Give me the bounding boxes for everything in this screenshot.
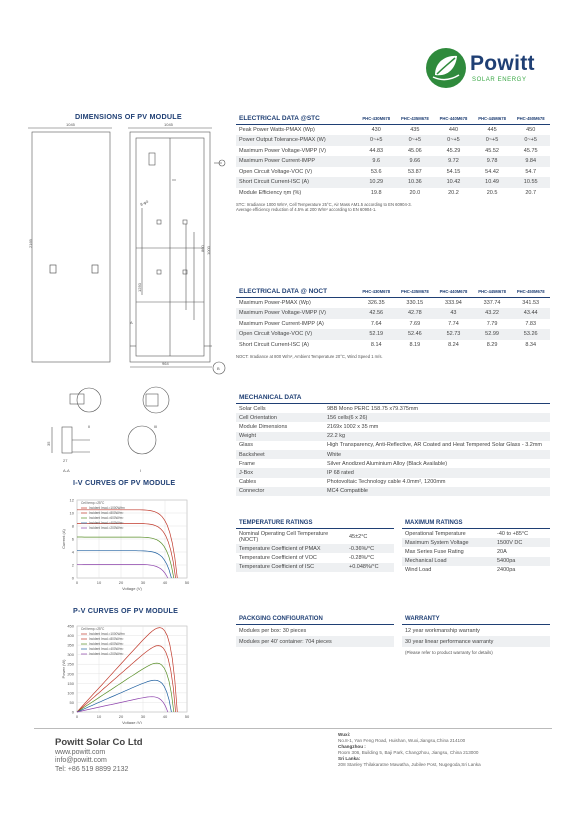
temp-row (236, 553, 394, 562)
mech-row (236, 404, 550, 413)
mech-label: Cables (239, 479, 257, 486)
stc-cell: 45.06 (407, 147, 422, 154)
email-link[interactable]: info@powitt.com (55, 757, 107, 765)
y-tick-label: 2 (71, 562, 74, 568)
stc-cell: 10.29 (357, 177, 396, 188)
mech-label: Solar Cells (239, 405, 266, 412)
stc-row (236, 167, 550, 178)
stc-model: PHC-450M678 (516, 116, 545, 121)
noct-cell: 42.78 (396, 308, 435, 319)
x-tick-label: 20 (118, 714, 124, 719)
stc-cell: 445 (487, 127, 497, 133)
warranty-item: 30 year linear performance warranty (402, 636, 550, 647)
mech-value: 22.2 kg (324, 432, 550, 441)
maxr-row (402, 538, 550, 547)
noct-row (236, 340, 550, 351)
noct-row-label: Maximum Power Current-IMPP (A) (239, 320, 324, 327)
stc-cell: 10.49 (473, 177, 512, 188)
noct-cell: 8.19 (409, 341, 421, 348)
y-tick-label: 10 (69, 510, 74, 516)
warranty-note: (Please refer to product warranty for details) (405, 650, 493, 655)
maxr-label: Wind Load (405, 567, 432, 574)
legend-label: Incident Irrad.=600W/m² (89, 642, 124, 646)
maxr-value: 2400pa (497, 567, 516, 574)
noct-cell: 43.22 (473, 308, 512, 319)
mech-value: IP 68 rated (324, 468, 550, 477)
noct-section (236, 286, 550, 359)
mech-row (236, 432, 550, 441)
mech-row (236, 450, 550, 459)
pv-chart (55, 620, 225, 724)
maxr-label: Operational Temperature (405, 530, 466, 537)
temp-row (236, 544, 394, 553)
mech-value: 9BB Mono PERC 158.75 x79.375mm (327, 405, 419, 412)
stc-row-label: Module Efficiency ηm (%) (239, 189, 302, 196)
temp-value: +0.048%/°C (346, 563, 394, 572)
maxr-row (402, 547, 550, 556)
mech-label: Backsheet (236, 450, 324, 459)
section-a-a-label: A-A (63, 468, 70, 473)
mech-value: Silver Anodized Aluminium Alloy (Black Available) (327, 460, 448, 467)
temp-title: TEMPERATURE RATINGS (236, 518, 394, 529)
dim-860: 860 (200, 245, 205, 252)
mech-title: MECHANICAL DATA (236, 392, 550, 404)
stc-cell: 45.75 (523, 147, 538, 154)
maxr-value: 20A (497, 548, 507, 555)
stc-cell: 0~+5 (396, 135, 435, 146)
legend-label: Incident Irrad.=600W/m² (89, 516, 124, 520)
packing-title: PACKGING CONFIGURATION (236, 614, 394, 625)
stc-row (236, 188, 550, 199)
stc-cell: 54.15 (446, 168, 461, 175)
x-tick-label: 50 (184, 580, 190, 585)
warranty-title: WARRANTY (402, 614, 550, 625)
mech-value: High Transparency, Anti-Reflective, AR Coated and Heat Tempered Solar Glass - 3.2mm (327, 442, 543, 449)
temp-row (236, 563, 394, 572)
y-tick-label: 0 (71, 709, 74, 715)
stc-cell: 9.72 (434, 156, 473, 167)
noct-model: PHC-430M678 (362, 289, 391, 294)
legend-label: Incident Irrad.=400W/m² (89, 521, 124, 525)
dim-1250: 1250 (137, 283, 142, 292)
stc-cell: 435 (410, 127, 420, 133)
brand-tagline: SOLAR ENERGY (472, 77, 527, 83)
noct-title: ELECTRICAL DATA @ NOCT (239, 288, 328, 295)
stc-cell: 45.52 (485, 147, 499, 154)
stc-cell: 10.55 (511, 177, 550, 188)
noct-cell: 8.14 (370, 341, 382, 348)
mech-value: 156 cells(6 x 26) (324, 413, 550, 422)
noct-row-label: Open Circuit Voltage-VOC (V) (236, 329, 357, 340)
stc-row-label: Power Output Tolerance-PMAX (W) (236, 135, 357, 146)
footer-contact (55, 737, 143, 774)
section-i-label: I (140, 468, 142, 473)
mech-label: Cell Orientation (236, 413, 324, 422)
stc-cell: 450 (526, 127, 536, 133)
stc-row-label: Maximum Power Current-IMPP (236, 156, 357, 167)
noct-row-label: Maximum Power-PMAX (Wp) (239, 300, 311, 306)
stc-cell: 53.6 (370, 168, 382, 175)
mech-row (236, 459, 550, 468)
x-tick-label: 30 (140, 714, 146, 719)
stc-cell: 19.8 (370, 189, 382, 196)
noct-cell: 341.53 (522, 300, 540, 306)
wuxi-address: No.8-1, Yan Feng Road, Huishan, Wuxi,Jiangsu,China 214100 (338, 738, 466, 743)
mech-row (236, 441, 550, 450)
stc-cell: 20.5 (486, 189, 498, 196)
iv-curves-title: I-V CURVES OF PV MODULE (73, 478, 176, 487)
noct-model: PHC-450M678 (516, 289, 545, 294)
noct-model: PHC-440M678 (439, 289, 468, 294)
stc-model: PHC-445M678 (478, 116, 506, 121)
noct-row (236, 319, 550, 330)
y-axis-label: Current (A) (61, 529, 66, 549)
noct-cell: 337.74 (483, 300, 501, 306)
legend-label: Incident Irrad.=1000W/m² (89, 506, 126, 510)
footer-addresses (338, 732, 481, 768)
mech-table (236, 404, 550, 496)
noct-cell: 8.29 (486, 341, 498, 348)
noct-cell: 52.46 (396, 329, 435, 340)
stc-note-2: Average efficiency reduction of 4.5% at 200 W/m² according to EN 60904-1. (236, 207, 377, 213)
website-link[interactable]: www.powitt.com (55, 749, 106, 756)
stc-section (236, 113, 550, 212)
stc-cell: 9.6 (357, 156, 396, 167)
dim-1000: 1000 (206, 246, 211, 255)
legend-label: Incident Irrad.=800W/m² (89, 511, 124, 515)
y-tick-label: 150 (67, 680, 74, 686)
iv-chart (55, 492, 225, 592)
warranty-section (402, 614, 550, 658)
stc-cell: 9.66 (396, 156, 435, 167)
y-tick-label: 12 (69, 497, 74, 503)
temp-section (236, 518, 394, 572)
legend-label: Incident Irrad.=800W/m² (89, 637, 124, 641)
y-tick-label: 250 (67, 661, 74, 667)
wuxi-heading: Wuxi: (338, 732, 351, 737)
phone-number: Tel: +86 519 8899 2132 (55, 765, 129, 773)
stc-row (236, 156, 550, 167)
section-iii-label: III (154, 424, 158, 429)
maxr-row (402, 529, 550, 538)
changzhou-address: Room 306, Building 5, Baji Park, Changzhou, Jiangsu, China 213000 (338, 750, 479, 755)
y-tick-label: 350 (67, 642, 74, 648)
legend-label: Incident Irrad.=200W/m² (89, 526, 124, 530)
stc-cell: 10.36 (396, 177, 435, 188)
x-tick-label: 10 (96, 580, 102, 585)
legend-label: Incident Irrad.=200W/m² (89, 652, 124, 656)
stc-cell: 0~+5 (434, 135, 473, 146)
stc-cell: 9.84 (511, 156, 550, 167)
module-drawing (26, 120, 226, 500)
dim-8-phi-4: 8-φ4 (139, 198, 150, 207)
pv-curves-title: P-V CURVES OF PV MODULE (73, 606, 179, 615)
y-tick-label: 4 (71, 549, 74, 555)
mech-row (236, 422, 550, 431)
noct-row (236, 298, 550, 309)
pack-item: Modules per 40' container: 704 pieces (236, 636, 394, 647)
maxr-value: -40 to +85°C (497, 530, 529, 537)
stc-cell: 44.83 (369, 147, 384, 154)
mech-value: White (324, 450, 550, 459)
mech-row (236, 487, 550, 496)
noct-cell: 43 (434, 308, 473, 319)
x-tick-label: 20 (118, 580, 124, 585)
maxr-value: 1500V DC (494, 538, 550, 547)
brand-name: Powitt (470, 52, 535, 75)
stc-cell: 53.87 (407, 168, 422, 175)
y-axis-label: Power (W) (61, 659, 66, 679)
stc-cell: 20.7 (525, 189, 537, 196)
section-ii-label: II (88, 424, 91, 429)
noct-note: NOCT: Irradiance at 800 W/m², Ambient Temperature 20°C, Wind Speed 1 m/s. (236, 354, 383, 359)
stc-row-label: Open Circuit Voltage-VOC (V) (239, 168, 313, 175)
stc-model: PHC-435M678 (400, 116, 429, 121)
temp-value: -0.36%/°C (346, 544, 394, 553)
curve-line (77, 537, 174, 578)
b-mark-label: B (217, 366, 220, 371)
stc-cell: 0~+5 (511, 135, 550, 146)
dimensions-title: DIMENSIONS OF PV MODULE (75, 112, 182, 121)
x-tick-label: 0 (75, 714, 79, 719)
dim-width-top-2: 1045 (164, 122, 173, 127)
stc-header-row (236, 113, 550, 125)
noct-row (236, 329, 550, 340)
noct-table (236, 286, 550, 350)
stc-cell: 20.2 (448, 189, 459, 196)
noct-model: PHC-435M678 (400, 289, 429, 294)
srilanka-heading: Sri Lanka: (338, 756, 361, 761)
stc-cell: 54.42 (485, 168, 499, 175)
changzhou-heading: Changzhou : (338, 744, 366, 749)
y-tick-label: 400 (67, 633, 74, 639)
noct-cell: 7.74 (448, 320, 459, 327)
noct-cell: 330.15 (406, 300, 424, 306)
dim-width-top: 1045 (66, 122, 75, 127)
mech-label: Module Dimensions (239, 423, 288, 430)
x-tick-label: 30 (140, 580, 146, 585)
noct-cell: 333.94 (445, 300, 462, 306)
dim-height: 2169 (28, 239, 33, 248)
stc-row-label: Short Circuit Current-ISC (A) (236, 177, 357, 188)
noct-cell: 52.73 (434, 329, 473, 340)
noct-cell: 8.24 (448, 341, 459, 348)
maxr-row (402, 566, 550, 575)
stc-cell: 9.78 (473, 156, 512, 167)
stc-row (236, 177, 550, 188)
stc-cell: 20.0 (409, 189, 421, 196)
x-tick-label: 50 (184, 714, 190, 719)
stc-cell: 440 (448, 127, 459, 133)
temp-label: Temperature Coefficient of ISC (236, 563, 346, 572)
stc-row (236, 135, 550, 146)
legend-label: Incident Irrad.=400W/m² (89, 647, 124, 651)
noct-cell: 53.26 (511, 329, 550, 340)
noct-cell: 7.83 (525, 320, 537, 327)
x-axis-label: Voltage (V) (122, 586, 142, 591)
pack-item: Modules per box: 30 pieces (239, 627, 307, 634)
y-tick-label: 6 (71, 536, 74, 542)
curve-line (77, 697, 168, 712)
y-tick-label: 450 (67, 623, 74, 629)
stc-cell: 0~+5 (473, 135, 512, 146)
temp-value: 45±2°C (349, 533, 368, 540)
noct-cell: 52.19 (357, 329, 396, 340)
noct-cell: 42.56 (357, 308, 396, 319)
curve-line (77, 564, 168, 578)
stc-cell: 0~+5 (357, 135, 396, 146)
packing-section (236, 614, 394, 647)
dim-964: 964 (162, 361, 169, 366)
srilanka-address: 208 Stanley Thilakaratne Mawatha, Jubilee Post, Nugegoda,Sri Lanka (338, 762, 481, 767)
noct-cell: 7.69 (409, 320, 421, 327)
maxr-label: Max Series Fuse Rating (405, 548, 464, 555)
stc-note-1: STC: Irradiance 1000 W/m², Cell Temperature 25°C, Air Mass AM1.5 according to EN 60904-3. (236, 202, 412, 207)
brand-logo (425, 44, 550, 92)
mech-value: 2169x 1002 x 35 mm (327, 423, 379, 430)
y-tick-label: 0 (71, 575, 74, 581)
mech-row (236, 468, 550, 477)
stc-model: PHC-440M678 (439, 116, 468, 121)
footer-divider (34, 728, 552, 729)
temp-label: Temperature Coefficient of VOC (239, 554, 317, 561)
stc-row (236, 125, 550, 136)
x-tick-label: 40 (162, 580, 168, 585)
noct-cell: 7.79 (486, 320, 498, 327)
warranty-item: 12 year workmanship warranty (405, 627, 480, 634)
noct-cell: 52.99 (473, 329, 512, 340)
maxr-label: Maximum System Voltage (402, 538, 494, 547)
x-tick-label: 40 (162, 714, 168, 719)
leaf-logo-icon (425, 47, 467, 89)
mech-value: MC4 Compatible (324, 487, 550, 496)
mech-value: Photovoltaic Technology cable 4.0mm², 1200mm (327, 479, 446, 486)
legend-label: Cell temp.=25°C (81, 501, 105, 505)
stc-table (236, 113, 550, 198)
stc-row-label: Peak Power Watts-PMAX (Wp) (239, 127, 315, 133)
a-mark-label: A (130, 320, 133, 325)
max-ratings-section (402, 518, 550, 575)
maxr-row (402, 557, 550, 566)
temp-row (236, 529, 394, 544)
stc-cell: 10.42 (434, 177, 473, 188)
noct-cell: 7.64 (370, 320, 382, 327)
x-tick-label: 0 (75, 580, 79, 585)
noct-row (236, 308, 550, 319)
maxr-value: 5400pa (494, 557, 550, 566)
mech-row (236, 413, 550, 422)
mech-label: Weight (236, 432, 324, 441)
y-tick-label: 100 (67, 690, 74, 696)
mech-label: Frame (239, 460, 255, 467)
temp-label: Nominal Operating Cell Temperature (NOCT) (239, 530, 329, 543)
x-tick-label: 10 (96, 714, 102, 719)
legend-label: Cell temp.=25°C (81, 627, 105, 631)
stc-cell: 54.7 (525, 168, 537, 175)
stc-cell: 45.29 (446, 147, 461, 154)
noct-header-row (236, 286, 550, 298)
temp-table (236, 529, 394, 572)
mech-row (236, 478, 550, 487)
x-axis-label: Voltage (V) (122, 720, 142, 724)
noct-row-label: Short Circuit Current-ISC (A) (239, 341, 309, 348)
y-tick-label: 50 (69, 699, 74, 705)
mech-label: Glass (239, 442, 254, 449)
stc-cell: 430 (371, 127, 381, 133)
y-tick-label: 8 (71, 523, 74, 529)
y-tick-label: 300 (67, 652, 74, 658)
noct-cell: 326.35 (367, 300, 385, 306)
mech-label: J-Box (236, 468, 324, 477)
y-tick-label: 200 (67, 671, 74, 677)
stc-row-label: Maximum Power Voltage-VMPP (V) (239, 147, 327, 154)
dim-27: 27 (63, 458, 68, 463)
noct-row-label: Maximum Power Voltage-VMPP (V) (236, 308, 357, 319)
stc-title: ELECTRICAL DATA @STC (239, 115, 320, 122)
stc-row (236, 146, 550, 157)
mech-label: Connector (236, 487, 324, 496)
max-ratings-title: MAXIMUM RATINGS (402, 518, 550, 529)
noct-cell: 43.44 (511, 308, 550, 319)
noct-model: PHC-445M678 (478, 289, 506, 294)
maxr-label: Mechanical Load (402, 557, 494, 566)
legend-label: Incident Irrad.=1000W/m² (89, 632, 126, 636)
noct-cell: 8.34 (525, 341, 537, 348)
temp-label: Temperature Coefficient of PMAX (236, 544, 346, 553)
max-ratings-table (402, 529, 550, 575)
curve-line (77, 663, 174, 712)
mech-section (236, 392, 550, 496)
temp-value: -0.28%/°C (349, 554, 375, 561)
dim-35: 35 (46, 441, 51, 446)
stc-model: PHC-430M678 (362, 116, 391, 121)
company-name: Powitt Solar Co Ltd (55, 737, 143, 748)
